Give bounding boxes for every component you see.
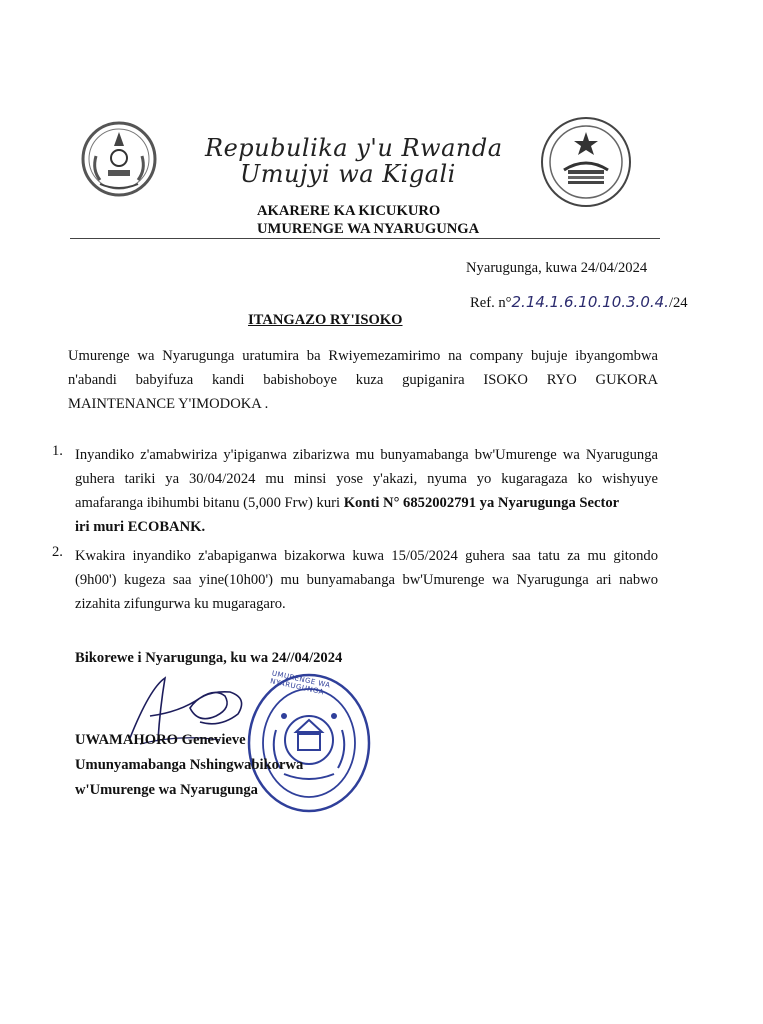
item-2-number: 2. bbox=[52, 544, 63, 560]
district-name: AKARERE KA KICUKURO bbox=[257, 203, 441, 219]
rwanda-seal-right bbox=[538, 114, 634, 210]
intro-line-3: MAINTENANCE Y'IMODOKA . bbox=[68, 396, 269, 412]
bank-account: Konti N° 6852002791 ya Nyarugunga Sector bbox=[343, 495, 620, 511]
item-1-line-1: Inyandiko z'amabwiriza y'ipiganwa zibarizwa mu bunyamabanga bw'Umurenge wa Nyarugunga bbox=[75, 447, 658, 463]
reference-line bbox=[470, 290, 688, 315]
official-stamp bbox=[244, 670, 374, 815]
ref-suffix: /24 bbox=[668, 295, 688, 311]
city-line: Umujyi wa Kigali bbox=[240, 160, 456, 188]
made-at-line: Bikorewe i Nyarugunga, ku wa 24//04/2024 bbox=[75, 650, 343, 666]
republic-line: Repubulika y'u Rwanda bbox=[205, 134, 503, 162]
item-1-line-3 bbox=[75, 491, 658, 515]
intro-line-1: Umurenge wa Nyarugunga uratumira ba Rwiyemezamirimo na company bujuje ibyangombwa bbox=[68, 348, 658, 364]
sector-name: UMURENGE WA NYARUGUNGA bbox=[257, 221, 480, 237]
notice-title: ITANGAZO RY'ISOKO bbox=[248, 312, 403, 328]
item-1-paragraph bbox=[75, 443, 658, 539]
header-divider bbox=[70, 238, 660, 239]
signatory-title-2: w'Umurenge wa Nyarugunga bbox=[75, 782, 258, 798]
item-1-number: 1. bbox=[52, 443, 63, 459]
item-2-line-2: (9h00') kugeza saa yine(10h00') mu bunyamabanga bw'Umurenge wa Nyarugunga ari nabwo bbox=[75, 572, 658, 588]
item-1-fee-text: amafaranga ibihumbi bitanu (5,000 Frw) kuri bbox=[75, 495, 344, 511]
item-2-line-3: zizahita zifungurwa ku mugaragaro. bbox=[75, 596, 286, 612]
ref-label: Ref. n° bbox=[470, 295, 512, 311]
place-date: Nyarugunga, kuwa 24/04/2024 bbox=[466, 260, 648, 276]
signatory-name: UWAMAHORO Genevieve bbox=[75, 732, 246, 748]
item-2-line-1: Kwakira inyandiko z'abapiganwa bizakorwa kuwa 15/05/2024 guhera saa tatu za mu gitondo bbox=[75, 548, 658, 564]
stamp-ring-text: UMURENGE WA NYARUGUNGA bbox=[269, 669, 332, 697]
intro-paragraph bbox=[68, 344, 658, 416]
rwanda-coat-of-arms-left bbox=[78, 118, 160, 200]
intro-line-2: n'abandi babyifuza kandi babishoboye kuza gupiganira ISOKO RYO GUKORA bbox=[68, 372, 658, 388]
ref-handwritten-number: 2.14.1.6.10.10.3.0.4. bbox=[511, 293, 669, 311]
bank-name: iri muri ECOBANK. bbox=[75, 519, 206, 535]
item-1-line-2: guhera tariki ya 30/04/2024 mu minsi yose y'akazi, nyuma yo kugaragaza ko wishyuye bbox=[75, 471, 658, 487]
item-2-paragraph bbox=[75, 544, 658, 616]
signatory-title-1: Umunyamabanga Nshingwabikorwa bbox=[75, 757, 304, 773]
